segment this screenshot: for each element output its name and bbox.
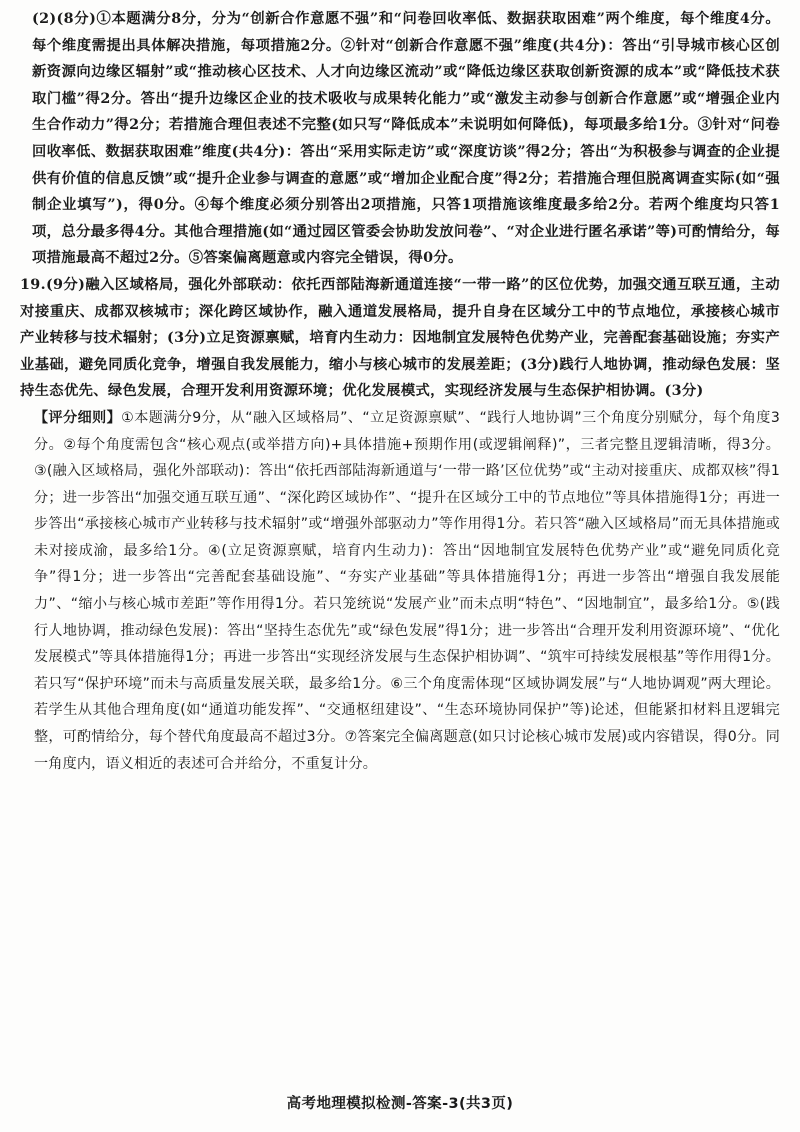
- q18-part2-answer: (2)(8分)①本题满分8分，分为“创新合作意愿不强”和“问卷回收率低、数据获取困难”两个维度，每个维度4分。每个维度需提出具体解决措施，每项措施2分。②针对“创新合作意愿不强”维度(共4分)：答出“引导城市核心区创新资源向边缘区辐射”或“推动核心区技术、人才向边缘区流动”或“降低边缘区获取创新资源的成本”或“降低技术获取门槛”得2分。答出“提升边缘区企业的技术吸收与成果转化能力”或“激发主动参与创新合作意愿”或“增强企业内生合作动力”得2分；若措施合理但表述不完整(如只写“降低成本”未说明如何降低)，每项最多给1分。③针对“问卷回收率低、数据获取困难”维度(共4分)：答出“采用实际走访”或“深度访谈”得2分；答出“为积极参与调查的企业提供有价值的信息反馈”或“提升企业参与调查的意愿”或“增加企业配合度”得2分；若措施合理但脱离调查实际(如“强制企业填写”)，得0分。④每个维度必须分别答出2项措施，只答1项措施该维度最多给2分。若两个维度均只答1项，总分最多得4分。其他合理措施(如“通过园区管委会协助发放问卷”、“对企业进行匿名承诺”等)可酌情给分，每项措施最高不超过2分。⑤答案偏离题意或内容完全错误，得0分。: [32, 11, 780, 267]
- criteria-text: ①本题满分9分，从“融入区域格局”、“立足资源禀赋”、“践行人地协调”三个角度分别赋分，每个角度3分。②每个角度需包含“核心观点(或举措方向)+具体措施+预期作用(或逻辑阐释)”，三者完整且逻辑清晰，得3分。③(融入区域格局，强化外部联动)：答出“依托西部陆海新通道与‘一带一路’区位优势”或“主动对接重庆、成都双核”得1分；进一步答出“加强交通互联互通”、“深化跨区域协作”、“提升在区域分工中的节点地位”等具体措施得1分；再进一步答出“承接核心城市产业转移与技术辐射”或“增强外部驱动力”等作用得1分。若只答“融入区域格局”而无具体措施或未对接成渝，最多给1分。④(立足资源禀赋，培育内生动力)：答出“因地制宜发展特色优势产业”或“避免同质化竞争”得1分；进一步答出“完善配套基础设施”、“夯实产业基础”等具体措施得1分；再进一步答出“增强自我发展能力”、“缩小与核心城市差距”等作用得1分。若只笼统说“发展产业”而未点明“特色”、“因地制宜”，最多给1分。⑤(践行人地协调，推动绿色发展)：答出“坚持生态优先”或“绿色发展”得1分；进一步答出“合理开发利用资源环境”、“优化发展模式”等具体措施得1分；再进一步答出“实现经济发展与生态保护相协调”、“筑牢可持续发展根基”等作用得1分。若只写“保护环境”而未与高质量发展关联，最多给1分。⑥三个角度需体现“区域协调发展”与“人地协调观”两大理论。若学生从其他合理角度(如“通道功能发挥”、“交通枢纽建设”、“生态环境协同保护”等)论述，但能紧扣材料且逻辑完整，可酌情给分，每个替代角度最高不超过3分。⑦答案完全偏离题意(如只讨论核心城市发展)或内容错误，得0分。同一角度内，语义相近的表述可合并给分，不重复计分。: [34, 409, 780, 772]
- q19-answer-text: (9分)融入区域格局，强化外部联动：依托西部陆海新通道连接“一带一路”的区位优势，加强交通互联互通，主动对接重庆、成都双核城市；深化跨区域协作，融入通道发展格局，提升自身在区域分工中的节点地位，承接核心城市产业转移与技术辐射；(3分)立足资源禀赋，培育内生动力：因地制宜发展特色优势产业，完善配套基础设施；夯实产业基础，避免同质化竞争，增强自我发展能力，缩小与核心城市的发展差距；(3分)践行人地协调，推动绿色发展：坚持生态优先、绿色发展，合理开发利用资源环境；优化发展模式，实现经济发展与生态保护相协调。(3分): [20, 276, 780, 400]
- q19-scoring-criteria: [20, 405, 780, 777]
- q19-answer: [20, 272, 780, 405]
- criteria-label: 【评分细则】: [34, 409, 122, 426]
- page-content: [20, 6, 780, 777]
- q19-number: 19.: [20, 276, 46, 293]
- page-footer: 高考地理模拟检测-答案-3(共3页): [286, 1096, 514, 1112]
